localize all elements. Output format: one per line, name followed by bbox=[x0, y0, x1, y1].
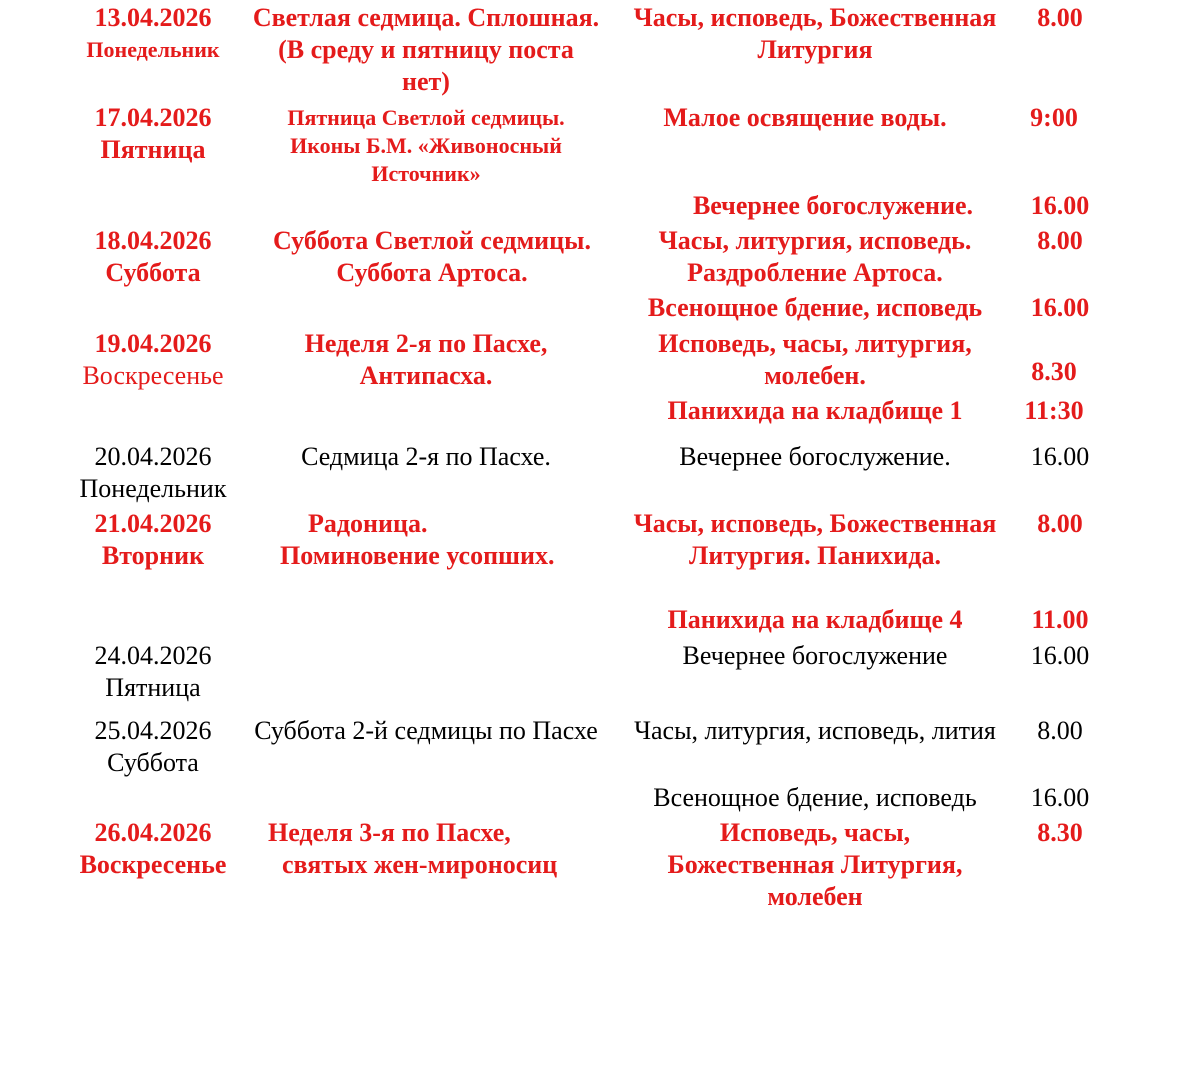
feast-cell bbox=[232, 715, 620, 747]
service-line: Вечернее богослужение. bbox=[679, 442, 951, 471]
feast-line: Поминовение усопших. bbox=[280, 541, 555, 570]
service-line: Литургия. Панихида. bbox=[689, 541, 941, 570]
service-cell bbox=[618, 292, 1012, 324]
date-cell bbox=[68, 508, 238, 572]
date-cell bbox=[68, 328, 238, 392]
feast-line: нет) bbox=[402, 67, 450, 96]
service-line: Раздробление Артоса. bbox=[687, 258, 943, 287]
date-cell bbox=[68, 817, 238, 881]
service-line: Часы, литургия, исповедь, лития bbox=[634, 716, 996, 745]
feast-line: Светлая седмица. Сплошная. bbox=[252, 3, 600, 32]
weekday: Суббота bbox=[105, 258, 201, 287]
date-cell bbox=[68, 225, 238, 289]
time-cell: 11.00 bbox=[1031, 605, 1089, 634]
weekday: Суббота bbox=[107, 748, 199, 777]
feast-cell bbox=[238, 225, 626, 289]
service-cell bbox=[618, 395, 1012, 427]
weekday: Пятница bbox=[100, 135, 206, 164]
time-cell: 16.00 bbox=[1030, 783, 1090, 812]
date: 20.04.2026 bbox=[94, 442, 212, 471]
feast-line: Неделя 3-я по Пасхе, bbox=[268, 818, 511, 847]
service-line: Часы, исповедь, Божественная bbox=[633, 3, 997, 32]
date-cell bbox=[68, 102, 238, 166]
feast-line: Антипасха. bbox=[359, 361, 493, 390]
date-cell bbox=[68, 441, 238, 505]
feast-cell bbox=[232, 2, 620, 98]
service-line: Исповедь, часы, bbox=[719, 818, 911, 847]
date: 18.04.2026 bbox=[94, 226, 212, 255]
service-line: Вечернее богослужение. bbox=[692, 191, 974, 220]
service-cell bbox=[636, 190, 1030, 222]
weekday: Воскресенье bbox=[79, 850, 227, 879]
service-line: Часы, исповедь, Божественная bbox=[633, 509, 997, 538]
time-cell: 11:30 bbox=[1024, 396, 1084, 425]
service-line: Всенощное бдение, исповедь bbox=[653, 783, 977, 812]
feast-cell bbox=[232, 328, 620, 392]
feast-line: святых жен-мироносиц bbox=[282, 850, 558, 879]
service-line: Часы, литургия, исповедь. bbox=[658, 226, 972, 255]
service-line: Всенощное бдение, исповедь bbox=[647, 293, 983, 322]
service-cell bbox=[618, 817, 1012, 913]
feast-cell bbox=[268, 817, 608, 881]
feast-line: Источник» bbox=[371, 161, 481, 186]
service-line: Божественная Литургия, bbox=[667, 850, 963, 879]
time-cell: 8.30 bbox=[1031, 357, 1077, 386]
service-line: Литургия bbox=[757, 35, 873, 64]
date-cell bbox=[68, 2, 238, 66]
service-cell bbox=[618, 782, 1012, 814]
weekday: Пятница bbox=[105, 673, 201, 702]
service-cell bbox=[618, 328, 1012, 392]
service-line: молебен bbox=[767, 882, 863, 911]
feast-line: Иконы Б.М. «Живоносный bbox=[290, 133, 562, 158]
service-line: Панихида на кладбище 1 bbox=[667, 396, 963, 425]
time-cell: 8.00 bbox=[1037, 716, 1083, 745]
feast-line: Суббота 2-й седмицы по Пасхе bbox=[254, 716, 598, 745]
time-cell: 16.00 bbox=[1030, 641, 1090, 670]
service-cell bbox=[608, 102, 1002, 134]
time-cell: 8.00 bbox=[1037, 3, 1083, 32]
service-cell bbox=[618, 441, 1012, 473]
feast-line: Суббота Светлой седмицы. bbox=[273, 226, 591, 255]
service-cell bbox=[618, 225, 1012, 289]
date: 21.04.2026 bbox=[94, 509, 212, 538]
date-cell bbox=[68, 715, 238, 779]
weekday: Вторник bbox=[101, 541, 205, 570]
weekday: Понедельник bbox=[86, 37, 220, 62]
time-cell: 8.00 bbox=[1037, 226, 1083, 255]
time-cell: 8.00 bbox=[1037, 509, 1083, 538]
feast-cell bbox=[280, 508, 600, 572]
service-line: Вечернее богослужение bbox=[682, 641, 948, 670]
time-cell: 16.00 bbox=[1030, 442, 1090, 471]
service-cell bbox=[618, 604, 1012, 636]
weekday: Воскресенье bbox=[82, 361, 224, 390]
time-cell: 16.00 bbox=[1030, 191, 1090, 220]
service-cell bbox=[618, 2, 1012, 66]
date: 26.04.2026 bbox=[94, 818, 212, 847]
time-cell: 9:00 bbox=[1030, 103, 1078, 132]
service-line: молебен. bbox=[764, 361, 866, 390]
service-cell bbox=[618, 640, 1012, 672]
time-cell: 16.00 bbox=[1030, 293, 1090, 322]
service-cell bbox=[618, 715, 1012, 747]
date: 17.04.2026 bbox=[94, 103, 212, 132]
feast-cell bbox=[232, 441, 620, 473]
service-line: Панихида на кладбище 4 bbox=[667, 605, 963, 634]
service-line: Исповедь, часы, литургия, bbox=[658, 329, 972, 358]
date: 25.04.2026 bbox=[94, 716, 212, 745]
time-cell: 8.30 bbox=[1037, 818, 1083, 847]
weekday: Понедельник bbox=[79, 474, 227, 503]
service-cell bbox=[618, 508, 1012, 572]
date: 13.04.2026 bbox=[94, 3, 212, 32]
date-cell bbox=[68, 640, 238, 704]
service-line: Малое освящение воды. bbox=[663, 103, 947, 132]
feast-line: Седмица 2-я по Пасхе. bbox=[301, 442, 551, 471]
feast-line: (В среду и пятницу поста bbox=[278, 35, 574, 64]
date: 19.04.2026 bbox=[94, 329, 212, 358]
feast-cell bbox=[232, 104, 620, 188]
feast-line: Пятница Светлой седмицы. bbox=[287, 105, 565, 130]
feast-line: Радоница. bbox=[308, 509, 428, 538]
date: 24.04.2026 bbox=[94, 641, 212, 670]
feast-line: Неделя 2-я по Пасхе, bbox=[304, 329, 548, 358]
feast-line: Суббота Артоса. bbox=[336, 258, 528, 287]
